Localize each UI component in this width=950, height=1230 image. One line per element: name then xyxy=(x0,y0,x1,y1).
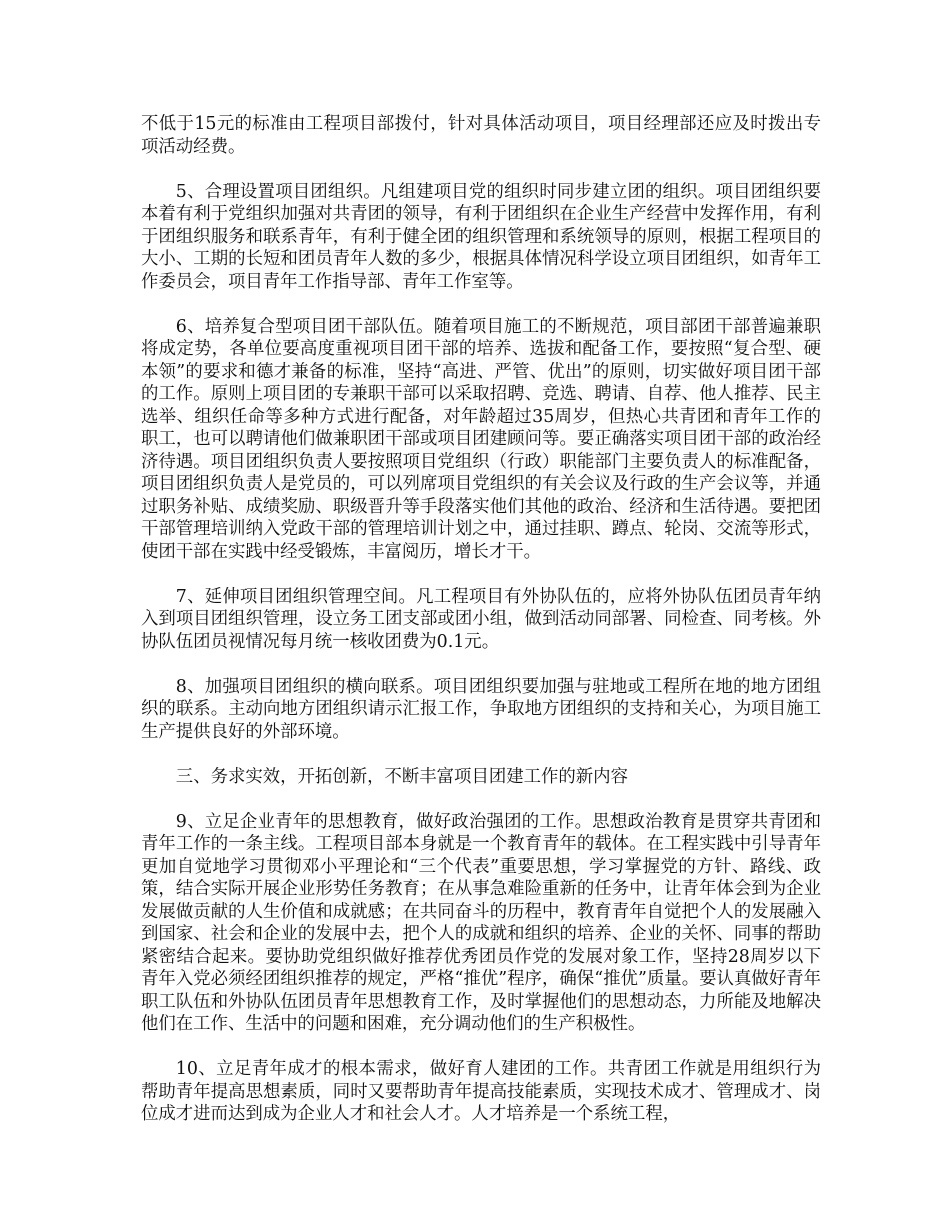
paragraph-item-6: 6、培养复合型项目团干部队伍。随着项目施工的不断规范，项目部团干部普遍兼职将成定势，各单位要高度重视项目团干部的培养、选拔和配备工作，要按照“复合型、硬本领”的要求和德才兼备的标准，坚持“高进、严管、优出”的原则，切实做好项目团干部的工作。原则上项目团的专兼职干部可以采取招聘、竞选、聘请、自荐、他人推荐、民主选举、组织任命等多种方式进行配备，对年龄超过35周岁，但热心共青团和青年工作的职工，也可以聘请他们做兼职团干部或项目团建顾问等。要正确落实项目团干部的政治经济待遇。项目团组织负责人要按照项目党组织（行政）职能部门主要负责人的标准配备，项目团组织负责人是党员的，可以列席项目党组织的有关会议及行政的生产会议等，并通过职务补贴、成绩奖励、职级晋升等手段落实他们其他的政治、经济和生活待遇。要把团干部管理培训纳入党政干部的管理培训计划之中，通过挂职、蹲点、轮岗、交流等形式，使团干部在实践中经受锻炼，丰富阅历，增长才干。 xyxy=(141,316,821,562)
paragraph-continuation: 不低于15元的标准由工程项目部拨付，针对具体活动项目，项目经理部还应及时拨出专项活动经费。 xyxy=(141,114,821,157)
paragraph-item-9: 9、立足企业青年的思想教育，做好政治强团的工作。思想政治教育是贯穿共青团和青年工作的一条主线。工程项目部本身就是一个教育青年的载体。在工程实践中引导青年更加自觉地学习贯彻邓小平理论和“三个代表”重要思想，学习掌握党的方针、路线、政策，结合实际开展企业形势任务教育；在从事急难险重新的任务中，让青年体会到为企业发展做贡献的人生价值和成就感；在共同奋斗的历程中，教育青年自觉把个人的发展融入到国家、社会和企业的发展中去，把个人的成就和组织的培养、企业的关怀、同事的帮助紧密结合起来。要协助党组织做好推荐优秀团员作党的发展对象工作，坚持28周岁以下青年入党必须经团组织推荐的规定，严格“推优”程序，确保“推优”质量。要认真做好青年职工队伍和外协队伍团员青年思想教育工作，及时掌握他们的思想动态，力所能及地解决他们在工作、生活中的问题和困难，充分调动他们的生产积极性。 xyxy=(141,811,821,1034)
paragraph-item-5: 5、合理设置项目团组织。凡组建项目党的组织时同步建立团的组织。项目团组织要本着有利于党组织加强对共青团的领导，有利于团组织在企业生产经营中发挥作用，有利于团组织服务和联系青年，有利于健全团的组织管理和系统领导的原则，根据工程项目的大小、工期的长短和团员青年人数的多少，根据具体情况科学设立项目团组织，如青年工作委员会，项目青年工作指导部、青年工作室等。 xyxy=(141,181,821,292)
paragraph-item-10: 10、立足青年成才的根本需求，做好育人建团的工作。共青团工作就是用组织行为帮助青年提高思想素质，同时又要帮助青年提高技能素质，实现技术成才、管理成才、岗位成才进而达到成为企业人才和社会人才。人才培养是一个系统工程， xyxy=(141,1059,821,1124)
section-heading-3: 三、务求实效，开拓创新，不断丰富项目团建工作的新内容 xyxy=(175,766,628,787)
paragraph-item-8: 8、加强项目团组织的横向联系。项目团组织要加强与驻地或工程所在地的地方团组织的联系。主动向地方团组织请示汇报工作，争取地方团组织的支持和关心，为项目施工生产提供良好的外部环境。 xyxy=(141,676,821,742)
paragraph-item-7: 7、延伸项目团组织管理空间。凡工程项目有外协队伍的，应将外协队伍团员青年纳入到项目团组织管理，设立务工团支部或团小组，做到活动同部署、同检查、同考核。外协队伍团员视情况每月统一核收团费为0.1元。 xyxy=(141,586,821,652)
document-page xyxy=(141,113,821,1148)
